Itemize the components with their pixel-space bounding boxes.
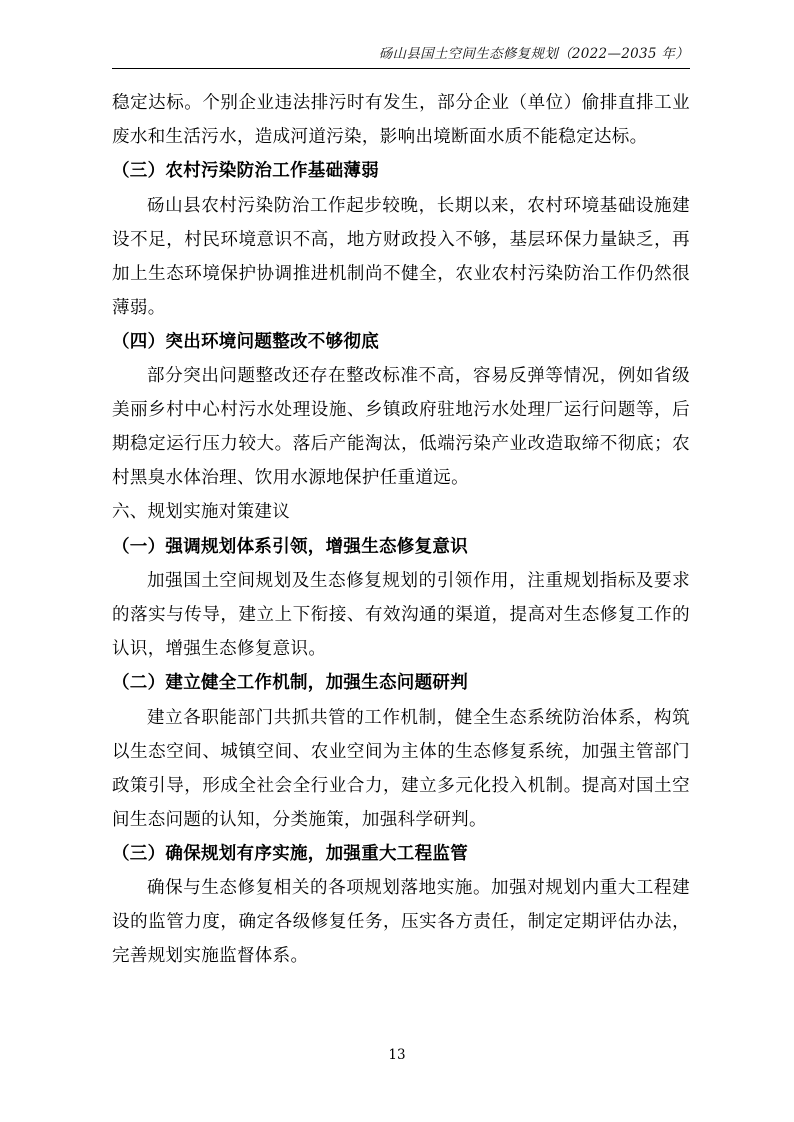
paragraph: 砀山县农村污染防治工作起步较晚，长期以来，农村环境基础设施建设不足，村民环境意识不高，地方财政投入不够，基层环保力量缺乏，再加上生态环境保护协调推进机制尚不健全，农业农村污染防治工作仍然很薄弱。 (112, 195, 690, 318)
section-heading: （三）确保规划有序实施，加强重大工程监管 (112, 843, 468, 864)
page-number: 13 (388, 1047, 406, 1063)
paragraph: 建立各职能部门共抓共管的工作机制，健全生态系统防治体系，构筑以生态空间、城镇空间、农业空间为主体的生态修复系统，加强主管部门政策引导，形成全社会全行业合力，建立多元化投入机制。提高对国土空间生态问题的认知，分类施策，加强科学研判。 (112, 707, 690, 830)
running-header: 砀山县国土空间生态修复规划（2022—2035 年） (378, 46, 689, 62)
paragraph: 加强国土空间规划及生态修复规划的引领作用，注重规划指标及要求的落实与传导，建立上下衔接、有效沟通的渠道，提高对生态修复工作的认识，增强生态修复意识。 (112, 571, 690, 659)
paragraph: 部分突出问题整改还存在整改标准不高，容易反弹等情况，例如省级美丽乡村中心村污水处理设施、乡镇政府驻地污水处理厂运行问题等，后期稳定运行压力较大。落后产能淘汰，低端污染产业改造取缔不彻底；农村黑臭水体治理、饮用水源地保护任重道远。 (112, 366, 690, 488)
section-heading: （二）建立健全工作机制，加强生态问题研判 (112, 673, 468, 693)
section-heading: （四）突出环境问题整改不够彻底 (112, 331, 379, 352)
chapter-heading: 六、规划实施对策建议 (112, 502, 290, 522)
section-heading: （一）强调规划体系引领，增强生态修复意识 (112, 536, 468, 557)
paragraph: 确保与生态修复相关的各项规划落地实施。加强对规划内重大工程建设的监管力度，确定各级修复任务，压实各方责任，制定定期评估办法，完善规划实施监督体系。 (112, 878, 690, 966)
section-heading: （三）农村污染防治工作基础薄弱 (112, 161, 379, 181)
paragraph: 稳定达标。个别企业违法排污时有发生，部分企业（单位）偷排直排工业废水和生活污水，造成河道污染，影响出境断面水质不能稳定达标。 (112, 93, 690, 147)
header-rule (112, 68, 690, 69)
document-body (112, 86, 690, 973)
